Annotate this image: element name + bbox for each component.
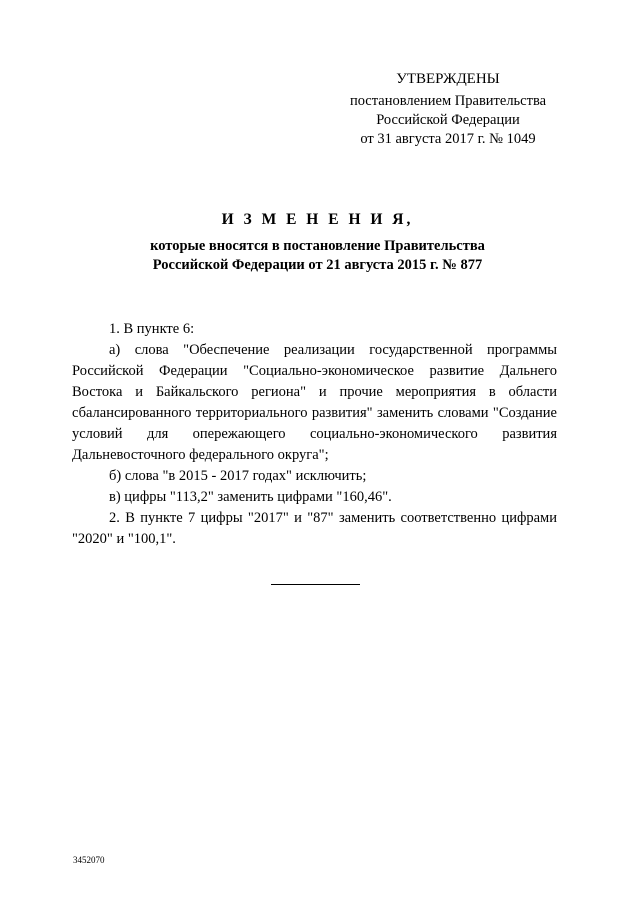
document-body bbox=[72, 319, 557, 550]
approval-line-1: постановлением Правительства bbox=[349, 93, 547, 109]
paragraph-1: 1. В пункте 6: bbox=[109, 321, 195, 337]
paragraph-1b: б) слова "в 2015 - 2017 годах" исключить; bbox=[109, 468, 367, 484]
approval-line-2: Российской Федерации bbox=[376, 112, 520, 128]
heading-subtitle-line-2: Российской Федерации от 21 августа 2015 г. № 877 bbox=[152, 257, 483, 273]
document-heading bbox=[60, 211, 575, 275]
approval-title: УТВЕРЖДЕНЫ bbox=[396, 71, 500, 87]
paragraph-1c: в) цифры "113,2" заменить цифрами "160,46". bbox=[109, 489, 392, 505]
separator-line bbox=[271, 584, 360, 585]
paragraph-1a: а) слова "Обеспечение реализации государственной программы Российской Федерации "Социально-экономическое развитие Дальнего Востока и Байкальского региона" и прочие мероприятия в области сбалансированного территориального развития" заменить словами "Создание условий для опережающего социально-экономического развития Дальневосточного федерального округа"; bbox=[72, 342, 557, 463]
document-code: 3452070 bbox=[73, 855, 105, 865]
heading-subtitle-line-1: которые вносятся в постановление Правительства bbox=[150, 238, 485, 254]
paragraph-2: 2. В пункте 7 цифры "2017" и "87" заменить соответственно цифрами "2020" и "100,1". bbox=[72, 510, 557, 547]
approval-stamp bbox=[330, 70, 566, 149]
heading-title: И З М Е Н Е Н И Я, bbox=[221, 211, 414, 228]
approval-line-3: от 31 августа 2017 г. № 1049 bbox=[360, 131, 536, 147]
